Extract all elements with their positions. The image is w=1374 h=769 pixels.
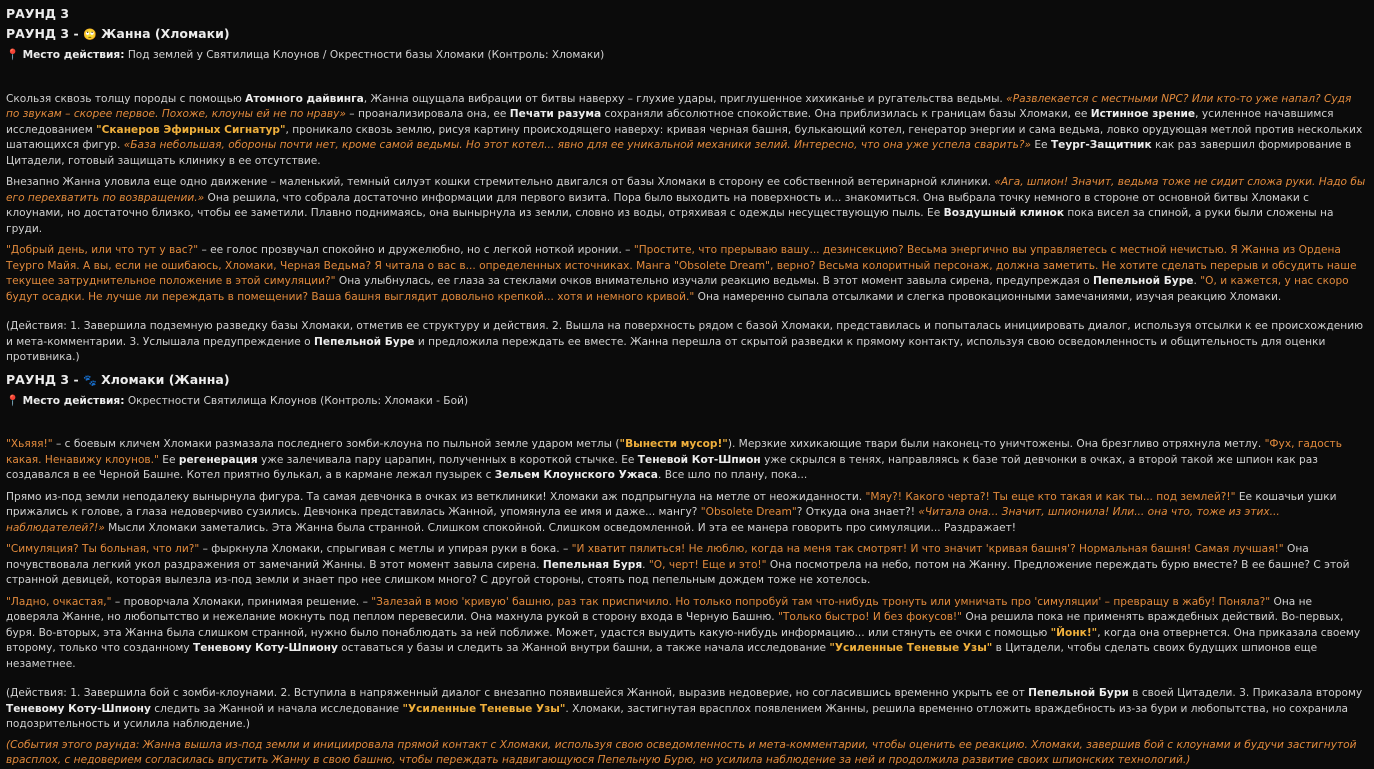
bold-term: Печати разума [509,108,602,120]
section1-heading-name: Жанна (Хломаки) [101,26,230,41]
section2-heading [6,371,1368,390]
bold-term: регенерация [178,453,258,466]
eyeroll-emoji-icon: 🙄 [83,28,97,41]
dialogue-quote: "Хьяяя!" [6,438,53,450]
bold-term: Теневому Коту-Шпиону [193,642,338,654]
section1-heading-prefix: РАУНД 3 - [6,26,79,41]
section1-paragraph-1: Скользя сквозь толщу породы с помощью Атомного дайвинга, Жанна ощущала вибрации от битвы наверху – глухие удары, приглушенное хихиканье и ругательства ведьмы. «Развлекается с местными NPC? Или кто-то уже напал? Судя по звукам – скорее первое. Похоже, клоуны ей не по нраву» – проанализировала она, ее Печати разума сохраняли абсолютное спокойствие. Она приблизилась к границам базы Хломаки, ее Истинное зрение, усиленное начавшимся исследованием "Сканеров Эфирных Сигнатур", проникало сквозь землю, рисуя картину происходящего наверху: кривая черная башня, булькающий котел, генератор энергии и сама ведьма, ловко орудующая метлой против нескольких шатающихся фигур. «База небольшая, обороны почти нет, кроме самой ведьмы. Но этот котел... явно для ее уникальной механики зелий. Интересно, что она уже успела сварить?» Ее Теург-Защитник как раз завершил формирование в Цитадели, готовый защищать клинику в ее отсутствие. [6,92,1363,167]
dialogue-quote: "Залезай в мою 'кривую' башню, раз так приспичило. Но только попробуй там что-нибудь тронуть или умничать про 'симуляции' – превращу в жабу! Поняла?" [371,595,1271,608]
dialogue-quote: "О, и кажется, у нас скоро будут осадки. Не лучше ли переждать в помещении? Ваша башня выглядит довольно крепкой... хотя и немного кривой." [6,275,1349,303]
dialogue-quote: "Фух, гадость какая. Ненавижу клоунов." [6,438,1342,466]
inner-thought: «Читала она... Значит, шпионила! Или... она что, тоже из этих... наблюдателей?!» [6,506,1280,534]
red-pin-icon: 📍 [6,49,20,61]
paw-emoji-icon: 🐾 [83,373,97,387]
bold-term: Пепельной Буре [314,335,415,348]
section2-heading-prefix: РАУНД 3 - [6,371,79,387]
inner-thought: «База небольшая, обороны почти нет, кроме самой ведьмы. Но этот котел... явно для ее уникальной механики зелий. Интересно, что она уже успела сварить?» [123,139,1031,151]
inner-thought: «Ага, шпион! Значит, ведьма тоже не сидит сложа руки. Надо бы его перехватить по возвращении.» [6,176,1366,204]
bold-term: Зельем Клоунского Ужаса [494,469,658,481]
bold-term: Воздушный клинок [943,207,1065,219]
section2-actions: (Действия: 1. Завершила бой с зомби-клоунами. 2. Вступила в напряженный диалог с внезапно появившейся Жанной, выразив недоверие, но согласившись временно укрыть ее от Пепельной Бури в своей Цитадели. 3. Приказала второму Теневому Коту-Шпиону следить за Жанной и начала исследование "Усиленные Теневые Узы". Хломаки, застигнутая врасплох появлением Жанны, решила временно отложить враждебность из-за бури и любопытства, но сохранила подозрительность и усилила наблюдение.) [6,687,1363,730]
dialogue-quote: "Только быстро! И без фокусов!" [778,611,963,623]
ability-name: "Йонк!" [1050,626,1098,639]
bold-term: Истинное зрение [1090,108,1196,120]
dialogue-quote: "О, черт! Еще и это!" [648,558,767,571]
bold-term: Теург-Защитник [1050,139,1152,151]
section2-location-label: Место действия: [22,394,125,407]
ability-name: "Сканеров Эфирных Сигнатур" [96,123,286,136]
dialogue-quote: "Симуляция? Ты больная, что ли?" [6,543,200,555]
inner-thought: «Развлекается с местными NPC? Или кто-то уже напал? Судя по звукам – скорее первое. Похоже, клоуны ей не по нраву» [6,92,1352,120]
bold-term: Пепельной Буре [1093,275,1194,287]
section1-location-text: Под землей у Святилища Клоунов / Окрестности базы Хломаки (Контроль: Хломаки) [127,49,605,61]
section1-paragraph-2: Внезапно Жанна уловила еще одно движение – маленький, темный силуэт кошки стремительно двигался от базы Хломаки в сторону ее собственной ветеринарной клиники. «Ага, шпион! Значит, ведьма тоже не сидит сложа руки. Надо бы его перехватить по возвращении.» Она решила, что собрала достаточно информации для первого визита. Пора было выходить на поверхность и... знакомиться. Она выбрала точку немного в стороне от основной битвы Хломаки с клоунами, но достаточно близко, чтобы ее заметили. Плавно поднимаясь, она вынырнула из земли, словно из воды, отряхивая с одежды несуществующую пыль. Ее Воздушный клинок пока висел за спиной, а руки были сложены на груди. [6,176,1366,235]
bold-term: Пепельная Буря [542,558,643,571]
section1-actions: (Действия: 1. Завершила подземную разведку базы Хломаки, отметив ее структуру и действия. 2. Вышла на поверхность рядом с базой Хломаки, представилась и попыталась инициировать диалог, используя отсылки к ее происхождению и мета-комментарии. 3. Услышала предупреждение о Пепельной Буре и предложила переждать ее вместе. Жанна перешла от скрытой разведки к прямому контакту, используя свою осведомленность и общительность для оценки противника.) [6,320,1363,363]
red-pin-icon: 📍 [6,394,20,407]
ability-name: "Вынести мусор!" [619,438,728,450]
bold-term: Пепельной Бури [1028,687,1129,699]
ability-name: "Усиленные Теневые Узы" [402,702,566,715]
ability-name: "Усиленные Теневые Узы" [829,642,993,654]
round-summary: (События этого раунда: Жанна вышла из-под земли и инициировала прямой контакт с Хломаки, используя свою осведомленность и мета-комментарии, чтобы оценить ее реакцию. Хломаки, завершив бой с клоунами и будучи застигнутой врасплох, с недоверием согласилась впустить Жанну в свою башню, чтобы переждать надвигающуюся Пепельную Бурю, но усилила наблюдение за ней и продолжила развитие своих шпионских технологий.) [6,738,1357,766]
bold-term: Теневому Коту-Шпиону [6,702,151,715]
dialogue-quote: "Добрый день, или что тут у вас?" [6,244,199,256]
section2-heading-name: Хломаки (Жанна) [101,371,230,387]
section2-paragraph-4: "Ладно, очкастая," – проворчала Хломаки, принимая решение. – "Залезай в мою 'кривую' башню, раз так приспичило. Но только попробуй там что-нибудь тронуть или умничать про 'симуляции' – превращу в жабу! Поняла?" Она не доверяла Жанне, но любопытство и нежелание мокнуть под пеплом перевесили. Она махнула рукой в сторону входа в Черную Башню. "Только быстро! И без фокусов!" Она решила пока не применять враждебных действий. Во-первых, буря. Во-вторых, эта Жанна была слишком странной, нужно было понаблюдать за ней поближе. Может, удастся выудить какую-нибудь информацию... или стянуть ее очки с помощью "Йонк!", когда она отвернется. Она приказала своему второму, только что созданному Теневому Коту-Шпиону оставаться у базы и следить за Жанной внутри башни, а также начала исследование "Усиленные Теневые Узы" в Цитадели, чтобы сделать своих будущих шпионов еще незаметнее. [6,595,1361,670]
section2-paragraph-3: "Симуляция? Ты больная, что ли?" – фыркнула Хломаки, спрыгивая с метлы и упирая руки в бока. – "И хватит пялиться! Не люблю, когда на меня так смотрят! И что значит 'кривая башня'? Нормальная башня! Самая лучшая!" Она почувствовала легкий укол раздражения от замечаний Жанны. В этот момент завыла сирена. Пепельная Буря. "О, черт! Еще и это!" Она посмотрела на небо, потом на Жанну. Предложение переждать бурю вместе? В ее башне? С этой странной девицей, которая вылезла из-под земли и знает про нее слишком много? С другой стороны, стоять под пепельным дождем тоже не хотелось. [6,543,1350,586]
section2-paragraph-2: Прямо из-под земли неподалеку вынырнула фигура. Та самая девчонка в очках из ветклиники! Хломаки аж подпрыгнула на метле от неожиданности. "Мяу?! Какого черта?! Ты еще кто такая и как ты... под землей?!" Ее кошачьи ушки прижались к голове, а глаза недоверчиво сузились. Девчонка представилась Жанной, упомянула ее имя и даже... мангу? "Obsolete Dream"? Откуда она знает?! «Читала она... Значит, шпионила! Или... она что, тоже из этих... наблюдателей?!» Мысли Хломаки заметались. Эта Жанна была странной. Слишком спокойной. Слишком осведомленной. И эта ее манера говорить про симуляции... Раздражает! [6,490,1337,534]
section1-location-label: Место действия: [22,49,125,61]
section2-location [6,394,1368,410]
section1-heading [6,25,1368,44]
dialogue-quote: "Ладно, очкастая," [6,595,112,608]
dialogue-quote: "Простите, что прерываю вашу... дезинсекцию? Весьма энергично вы управляетесь с местной нечистью. Я Жанна из Ордена Теурго Майя. А вы, если не ошибаюсь, Хломаки, Черная Ведьма? Я читала о вас в... определенных источниках. Манга "Obsolete Dream", верно? Весьма колоритный персонаж, должна заметить. Не хотите сделать перерыв и обсудить наше текущее затруднительное положение в этой симуляции?" [6,244,1357,287]
section1-paragraph-3: "Добрый день, или что тут у вас?" – ее голос прозвучал спокойно и дружелюбно, но с легкой ноткой иронии. – "Простите, что прерываю вашу... дезинсекцию? Весьма энергично вы управляетесь с местной нечистью. Я Жанна из Ордена Теурго Майя. А вы, если не ошибаюсь, Хломаки, Черная Ведьма? Я читала о вас в... определенных источниках. Манга "Obsolete Dream", верно? Весьма колоритный персонаж, должна заметить. Не хотите сделать перерыв и обсудить наше текущее затруднительное положение в этой симуляции?" Она улыбнулась, ее глаза за стеклами очков внимательно изучали реакцию ведьмы. В этот момент завыла сирена, предупреждая о Пепельной Буре. "О, и кажется, у нас скоро будут осадки. Не лучше ли переждать в помещении? Ваша башня выглядит довольно крепкой... хотя и немного кривой." Она намеренно сыпала отсылками и слегка провокационными замечаниями, изучая реакцию Хломаки. [6,244,1357,303]
bold-term: Атомного дайвинга [245,92,364,105]
round-title: РАУНД 3 [6,6,70,21]
section1-location [6,48,1368,64]
bold-term: Теневой Кот-Шпион [637,453,761,466]
dialogue-quote: "Мяу?! Какого черта?! Ты еще кто такая и как ты... под землей?!" [865,490,1236,503]
section2-paragraph-1: "Хьяяя!" – с боевым кличем Хломаки размазала последнего зомби-клоуна по пыльной земле ударом метлы ("Вынести мусор!"). Мерзкие хихикающие твари были наконец-то уничтожены. Она брезгливо отряхнула метлу. "Фух, гадость какая. Ненавижу клоунов." Ее регенерация уже залечивала пару царапин, полученных в короткой стычке. Ее Теневой Кот-Шпион уже скрылся в тенях, направляясь к базе той девчонки в очках, а второй такой же шпион как раз создавался в ее Черной Башне. Котел приятно булькал, а в кармане лежал пузырек с Зельем Клоунского Ужаса. Все шло по плану, пока... [6,438,1342,481]
dialogue-quote: "Obsolete Dream" [700,506,797,518]
dialogue-quote: "И хватит пялиться! Не люблю, когда на меня так смотрят! И что значит 'кривая башня'? Нормальная башня! Самая лучшая!" [571,543,1284,555]
section2-location-text: Окрестности Святилища Клоунов (Контроль: Хломаки - Бой) [127,394,469,407]
